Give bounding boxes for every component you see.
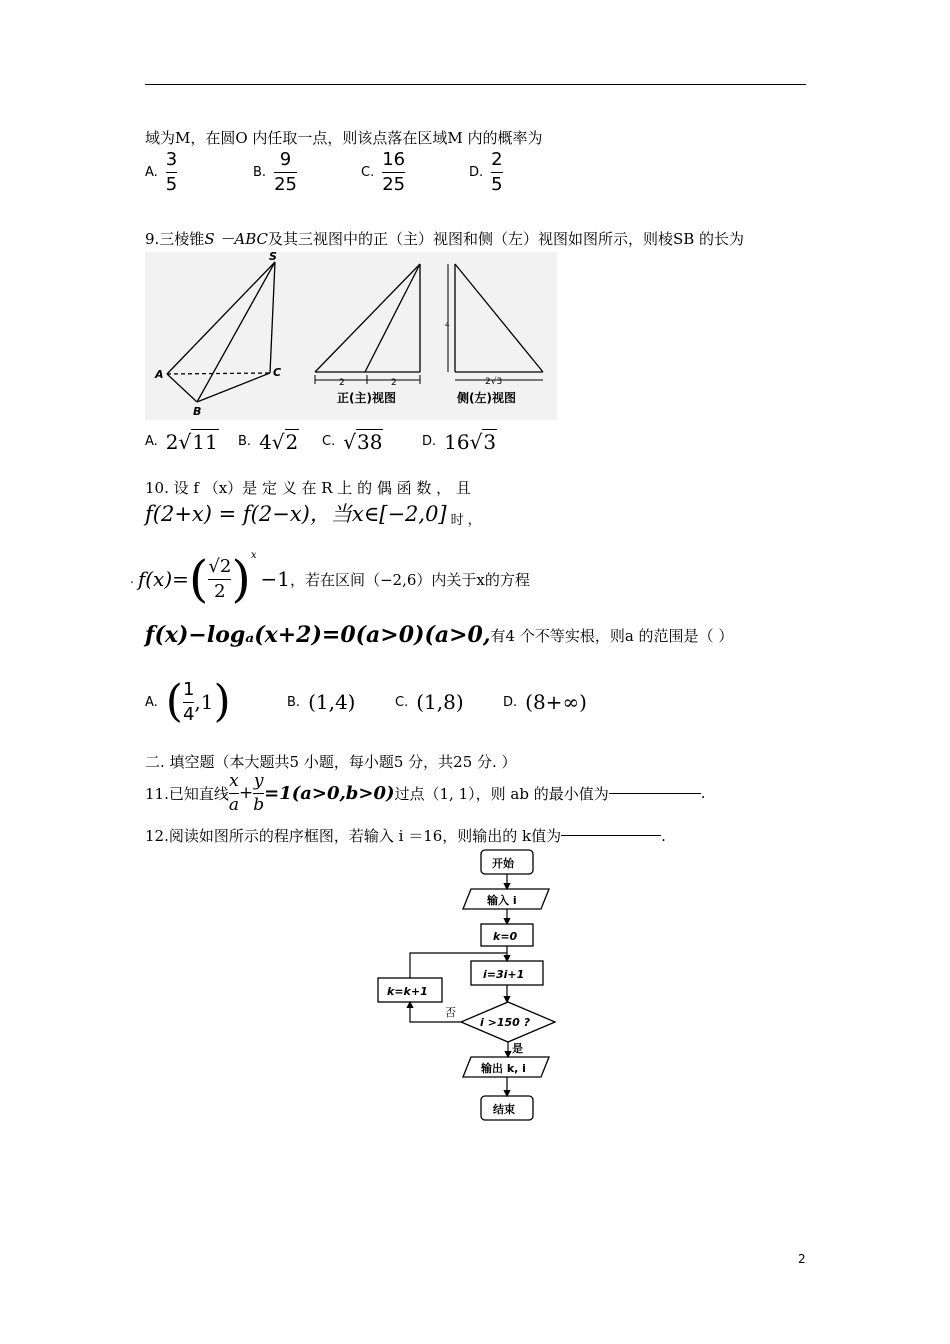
q9-option-b[interactable]: B. 4 √ 2 [238, 429, 299, 454]
q9-option-d[interactable]: D. 16 √ 3 [422, 429, 497, 454]
q12-flowchart [375, 846, 560, 1126]
q8-option-d-fraction: $\frac{2}{5}$ [491, 149, 503, 195]
vertex-c-label: C [273, 366, 282, 379]
q10-option-c[interactable]: C. (1,8) [395, 690, 464, 715]
q9-three-view-figure [145, 252, 557, 420]
q10-option-d[interactable]: D. (8+∞) [503, 690, 587, 715]
q8-option-b[interactable]: B. $\frac{9}{25}$ [253, 149, 297, 195]
q9-options [145, 429, 497, 454]
q11-fraction-y: $\frac{y}{b}$ [253, 771, 265, 815]
flow-yes-label: 是 [512, 1042, 523, 1055]
flow-output-text: 输出 k, i [481, 1062, 526, 1075]
q10-eq2-fraction: $\frac{√2}{2}$ [208, 555, 232, 602]
sqrt-symbol: √ 3 [469, 430, 497, 454]
flow-init-text: k=0 [493, 930, 518, 943]
q10-eq3: f(x)−logₐ(x+2)=0(a>0)(a>0, 有4 个不等实根，则a 的范围是（ ） [145, 622, 734, 648]
q10-option-b[interactable]: B. (1,4) [287, 690, 356, 715]
side-height-label: 4 [445, 321, 450, 329]
flow-no-label: 否 [445, 1006, 456, 1019]
header-rule [145, 84, 806, 85]
q10-eq2: . f(x)= ( $\frac{√2}{2}$ ) x −1 ，若在区间（−2,6）内关于x的方程 [130, 550, 530, 608]
q9-stem: 9.三棱锥S －ABC及其三视图中的正（主）视图和侧（左）视图如图所示，则棱SB 的长为 [145, 230, 745, 248]
flow-start-text: 开始 [492, 857, 514, 870]
vertex-a-label: A [155, 368, 164, 381]
flow-cond-text: i >150 ? [480, 1016, 530, 1029]
front-view-caption: 正(主)视图 [337, 391, 396, 405]
sqrt-symbol: √ 2 [271, 430, 299, 454]
vertex-s-label: S [269, 252, 277, 263]
side-dim-label: 2√3 [485, 377, 503, 387]
side-view-caption: 侧(左)视图 [457, 391, 516, 405]
front-dim-2: 2 [391, 378, 397, 388]
q8-option-c-fraction: $\frac{16}{25}$ [382, 149, 406, 195]
q8-stem: 域为M，在圆O 内任取一点，则该点落在区域M 内的概率为 [145, 129, 543, 147]
sqrt-symbol: √ 38 [343, 430, 383, 454]
section-2-heading: 二. 填空题（本大题共5 小题，每小题5 分，共25 分. ） [145, 753, 517, 771]
q10-line1: 10. 设 f （x）是 定 义 在 R 上 的 偶 函 数 ， 且 [145, 479, 471, 497]
q12-answer-blank[interactable] [561, 835, 661, 836]
flow-end-text: 结束 [493, 1103, 515, 1116]
q10-eq1: f(2+x) = f(2−x)，当x∈[−2,0] 时 ， [145, 502, 481, 528]
q11-answer-blank[interactable] [609, 793, 701, 794]
q12: 12.阅读如图所示的程序框图，若输入 i ＝16，则输出的 k值为 . [145, 826, 666, 845]
q8-option-a[interactable]: A. $\frac{3}{5}$ [145, 149, 178, 195]
sqrt-symbol: √ 11 [178, 430, 218, 454]
q10-options [145, 676, 587, 728]
flow-update-text: i=3i+1 [483, 968, 525, 981]
q11-fraction-x: $\frac{x}{a}$ [228, 771, 239, 815]
flow-input-text: 输入 i [487, 894, 517, 907]
front-dim-1: 2 [339, 378, 345, 388]
q8-option-d[interactable]: D. $\frac{2}{5}$ [469, 149, 503, 195]
q8-options [145, 150, 577, 195]
q10-option-a[interactable]: A. ( $\frac{1}{4}$ ,1 ) [145, 676, 231, 728]
q9-option-a[interactable]: A. 2 √ 11 [145, 429, 218, 454]
q8-option-b-fraction: $\frac{9}{25}$ [274, 149, 297, 195]
flow-loop-text: k=k+1 [387, 985, 428, 998]
q11: 11.已知直线 $\frac{x}{a}$ + $\frac{y}{b}$ =1(a>0,b>0) 过点（1, 1），则 ab 的最小值为 . [145, 771, 706, 815]
q8-option-a-fraction: $\frac{3}{5}$ [165, 149, 178, 195]
page-number: 2 [798, 1252, 806, 1266]
q9-option-c[interactable]: C. √ 38 [322, 430, 383, 454]
q10-option-a-fraction: $\frac{1}{4}$ [182, 679, 195, 725]
q8-option-c[interactable]: C. $\frac{16}{25}$ [361, 149, 406, 195]
vertex-b-label: B [193, 405, 202, 418]
